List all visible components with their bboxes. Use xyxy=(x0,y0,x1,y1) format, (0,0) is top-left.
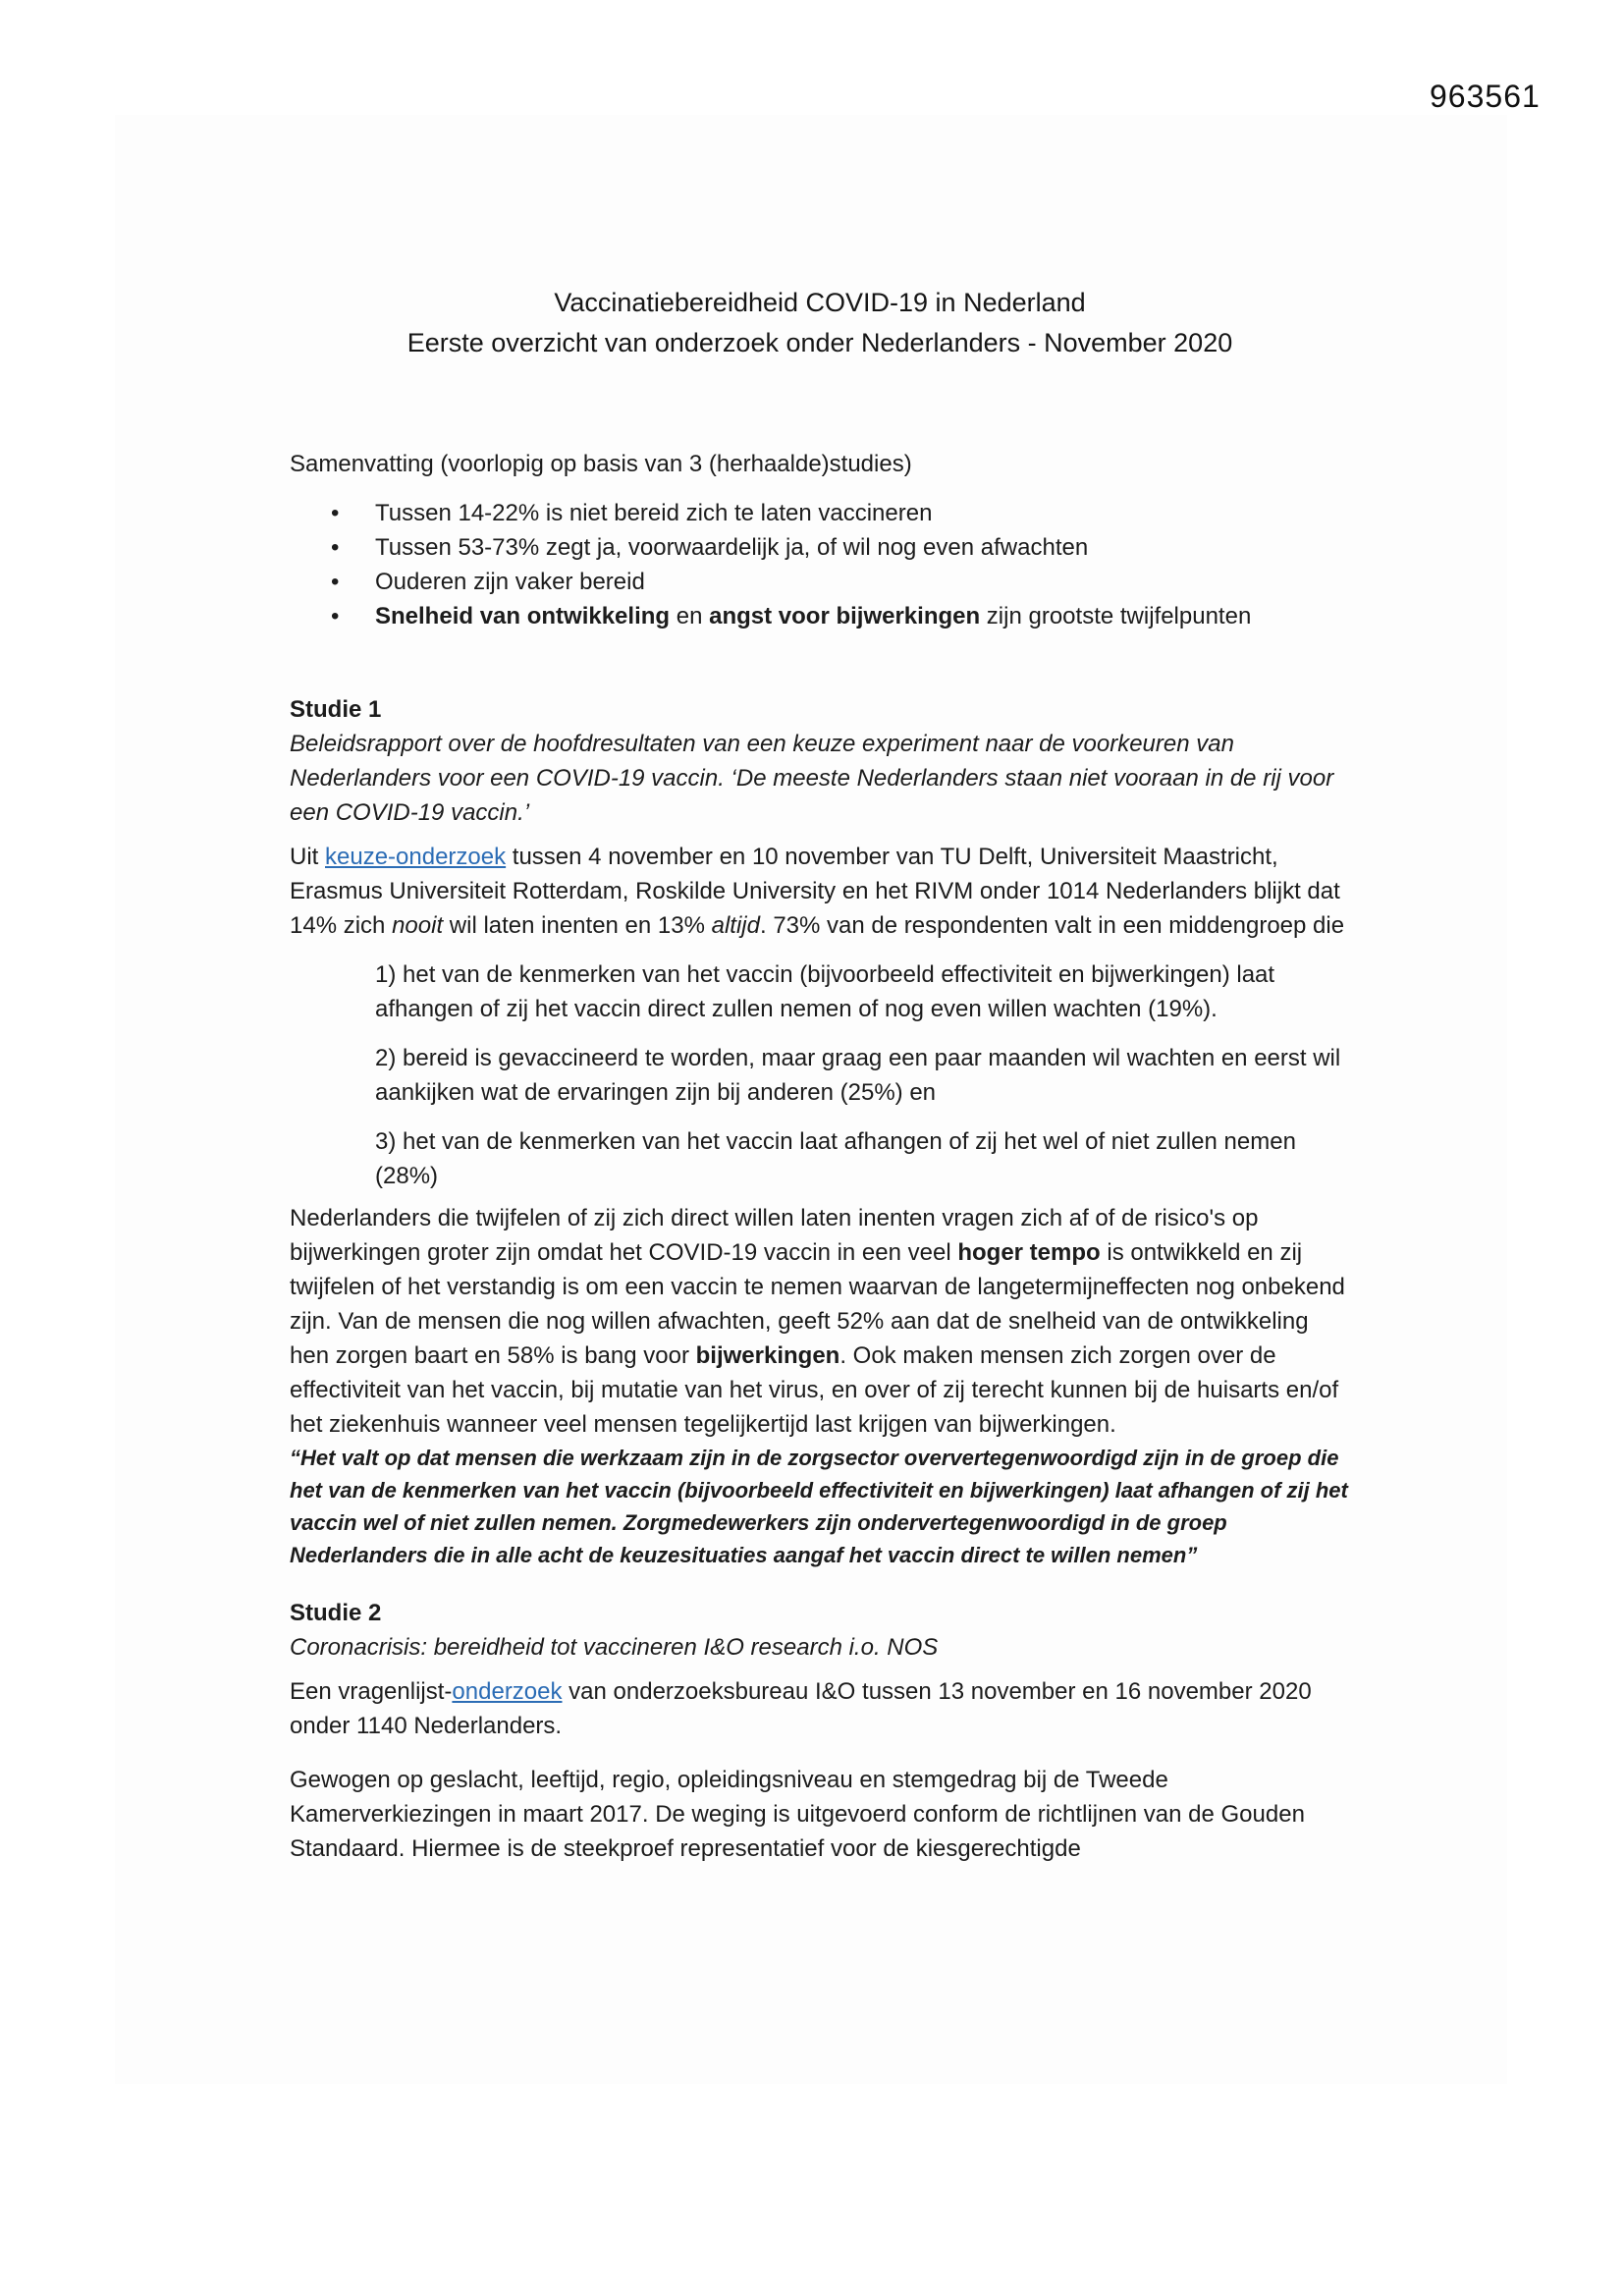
list-item xyxy=(290,496,1350,530)
bullet-text xyxy=(375,496,1350,530)
keuze-onderzoek-link[interactable]: keuze-onderzoek xyxy=(325,844,507,870)
text-run: 1) het van de kenmerken van het vaccin (bijvoorbeeld effectiviteit en bijwerkingen) laat afhangen of zij het vaccin direct zullen nemen of nog even willen wachten (19%). xyxy=(375,961,1275,1022)
study1-intro-paragraph xyxy=(290,840,1350,943)
numbered-item-1 xyxy=(375,957,1350,1026)
text-run: is ontwikkeld en zij twijfelen of het verstandig is om een vaccin te nemen waarvan de langetermijneffecten nog onbekend zijn. Van de mensen die nog willen afwachten, geeft 52% aan dat de snelheid van de ontwikkeling hen zorgen baart en 58% is bang voor xyxy=(290,1239,1345,1369)
text-run: 3) het van de kenmerken van het vaccin laat afhangen of zij het wel of niet zullen nemen (28%) xyxy=(375,1128,1296,1189)
bullet-icon xyxy=(331,565,375,599)
numbered-item-3 xyxy=(375,1124,1350,1193)
summary-bullet-list xyxy=(290,496,1350,633)
summary-heading: Samenvatting (voorlopig op basis van 3 (herhaalde)studies) xyxy=(290,451,912,477)
bullet-text xyxy=(375,565,1350,599)
text-run: angst voor bijwerkingen xyxy=(709,603,981,629)
bullet-text xyxy=(375,530,1350,565)
list-item xyxy=(290,599,1350,633)
text-run: Tussen 14-22% is niet bereid zich te laten vaccineren xyxy=(375,500,933,526)
text-run: altijd xyxy=(711,912,760,939)
list-item xyxy=(290,565,1350,599)
text-run: Tussen 53-73% zegt ja, voorwaardelijk ja, of wil nog even afwachten xyxy=(375,534,1089,561)
study1-heading: Studie 1 xyxy=(290,696,382,723)
text-run: Uit xyxy=(290,844,325,870)
text-run: Snelheid van ontwikkeling xyxy=(375,603,671,629)
study1-subtitle: Beleidsrapport over de hoofdresultaten van een keuze experiment naar de voorkeuren van Nederlanders voor een COVID-19 vaccin. ‘De meeste Nederlanders staan niet vooraan in de rij voor een COVID-19 vaccin.’ xyxy=(290,731,1334,826)
document-title xyxy=(290,283,1350,363)
text-run: 2) bereid is gevaccineerd te worden, maar graag een paar maanden wil wachten en eerst wil aankijken wat de ervaringen zijn bij anderen (25%) en xyxy=(375,1045,1341,1106)
study1-discussion-paragraph xyxy=(290,1201,1350,1442)
document-content xyxy=(290,0,1350,1866)
bullet-icon xyxy=(331,599,375,633)
numbered-item-2 xyxy=(375,1041,1350,1110)
text-run: tussen 4 november en 10 november van TU Delft, Universiteit Maastricht, Erasmus Universiteit Rotterdam, Roskilde University en het RIVM onder 1014 Nederlanders blijkt dat 14% zich xyxy=(290,844,1340,939)
text-run: hoger tempo xyxy=(957,1239,1101,1266)
text-run: zijn grootste twijfelpunten xyxy=(980,603,1252,629)
page-number: 963561 xyxy=(1430,79,1541,114)
bullet-text xyxy=(375,599,1350,633)
bullet-icon xyxy=(331,530,375,565)
text-run: Nederlanders die twijfelen of zij zich direct willen laten inenten vragen zich af of de risico's op bijwerkingen groter zijn omdat het COVID-19 vaccin in een veel xyxy=(290,1205,1259,1266)
text-run: Gewogen op geslacht, leeftijd, regio, opleidingsniveau en stemgedrag bij de Tweede Kamerverkiezingen in maart 2017. De weging is uitgevoerd conform de richtlijnen van de Gouden Standaard. Hiermee is de steekproef representatief voor de kiesgerechtigde xyxy=(290,1767,1305,1862)
text-run: en xyxy=(670,603,710,629)
study2-subtitle: Coronacrisis: bereidheid tot vaccineren I&O research i.o. NOS xyxy=(290,1634,939,1661)
title-line-2: Eerste overzicht van onderzoek onder Nederlanders - November 2020 xyxy=(406,328,1233,357)
study2-method-paragraph xyxy=(290,1763,1350,1866)
study2-intro-paragraph xyxy=(290,1674,1350,1743)
title-line-1: Vaccinatiebereidheid COVID-19 in Nederland xyxy=(554,288,1086,317)
text-run: Ouderen zijn vaker bereid xyxy=(375,569,645,595)
text-run: . 73% van de respondenten valt in een middengroep die xyxy=(759,912,1345,939)
text-run: nooit xyxy=(392,912,444,939)
onderzoek-link[interactable]: onderzoek xyxy=(452,1678,563,1705)
text-run: . Ook maken mensen zich zorgen over de effectiviteit van het vaccin, bij mutatie van het virus, en over of zij terecht kunnen bij de huisarts en/of het ziekenhuis wanneer veel mensen tegelijkertijd last krijgen van bijwerkingen. xyxy=(290,1342,1339,1438)
list-item xyxy=(290,530,1350,565)
text-run: wil laten inenten en 13% xyxy=(443,912,712,939)
text-run: Een vragenlijst- xyxy=(290,1678,453,1705)
study2-heading: Studie 2 xyxy=(290,1600,382,1626)
bullet-icon xyxy=(331,496,375,530)
text-run: bijwerkingen xyxy=(695,1342,840,1369)
text-run: van onderzoeksbureau I&O tussen 13 november en 16 november 2020 onder 1140 Nederlanders. xyxy=(290,1678,1312,1739)
study1-quote: “Het valt op dat mensen die werkzaam zijn in de zorgsector oververtegenwoordigd zijn in de groep die het van de kenmerken van het vaccin (bijvoorbeeld effectiviteit en bijwerkingen) laat afhangen of zij het vaccin wel of niet zullen nemen. Zorgmedewerkers zijn ondervertegenwoordigd in de groep Nederlanders die in alle acht de keuzesituaties aangaf het vaccin direct te willen nemen” xyxy=(290,1446,1348,1567)
